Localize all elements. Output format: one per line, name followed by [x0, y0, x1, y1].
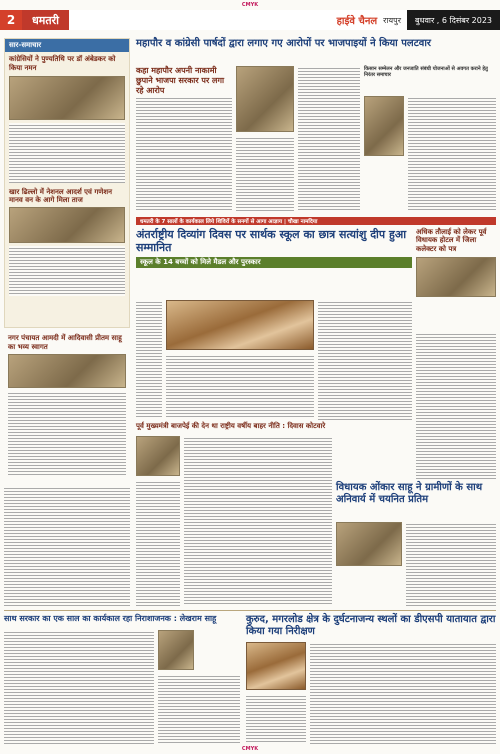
left-body-text-1 [9, 123, 125, 183]
lead-body-col-1 [136, 96, 232, 212]
award-ceremony-photo [166, 300, 314, 350]
mla-omkar-body [406, 522, 496, 606]
lekhram-photo [158, 630, 194, 670]
left-photo-2 [9, 207, 125, 243]
news-brief-header: सार-समाचार [5, 39, 129, 52]
news-strip: धमतरी के 7 सालों के कार्यकाल लिये शिविरों के सनगों से आगा आज्ञाय | चौखा नामदिया [136, 217, 496, 225]
left-lower-body [4, 486, 130, 606]
left-headline-3: नगर पंचायत आमदी में आदिवासी प्रीतम साहू का भव्य स्वागत [8, 334, 122, 351]
disability-day-body-2 [318, 300, 412, 420]
dsp-inspection-photo [246, 642, 306, 690]
left-photo-1 [9, 76, 125, 120]
lead-headline: महापौर व कांग्रेसी पार्षदों द्वारा लगाए गए आरोपों पर भाजपाइयों ने किया पलटवार [136, 38, 431, 49]
lekhram-story [4, 614, 240, 744]
dsp-inspection-body-2 [246, 694, 306, 744]
lead-right-subheadline: किसान सम्मेलन और जनजाति संबंधी योजनाओं से अवगत कराने हेतु निरंतर समाचार [364, 66, 488, 79]
collector-letter-story [416, 228, 496, 328]
mla-omkar-photo [336, 522, 402, 566]
dsp-inspection-body [310, 642, 496, 744]
lekhram-body-2 [158, 674, 240, 744]
left-photo-3 [8, 354, 126, 388]
print-registration-mark-top: CMYK [241, 2, 259, 8]
left-body-text-3 [8, 391, 126, 475]
left-headline-2: खार ढिल्लो में नेशनल आदर्श एवं गणेशन मानव वन के आगे मिला ताज [9, 187, 112, 205]
left-body-text-2 [9, 246, 125, 296]
dsp-inspection-story [246, 614, 496, 744]
dsp-inspection-headline: कुरुद, मगरलोड क्षेत्र के दुर्घटनाजन्य स्थलों का डीएसपी यातायात द्वारा किया गया निरीक्षण [246, 614, 496, 637]
disability-day-body-3 [166, 354, 314, 418]
edition-date: बुधवार , 6 दिसंबर 2023 [407, 10, 500, 30]
collector-letter-headline: अधिक तौलाई को लेकर पूर्व विधायक होटल में जिला कलेक्टर को पत्र [416, 228, 487, 253]
mla-omkar-story [336, 482, 496, 606]
disability-day-story [136, 228, 412, 298]
bajpai-body-2 [136, 480, 180, 606]
collector-letter-body [416, 332, 496, 480]
lead-story [136, 66, 496, 214]
mla-omkar-headline: विधायक ओंकार साहू ने ग्रामीणों के साथ अनिवार्य में चयनित प्रतिम [336, 482, 483, 505]
page-number: 2 [0, 10, 22, 30]
bajpai-story [136, 422, 332, 606]
newspaper-brand: हाईवे चैनल [336, 16, 378, 27]
lekhram-body [4, 630, 154, 744]
left-news-column [4, 38, 130, 328]
masthead [0, 10, 500, 30]
left-headline-1: कांग्रेसियों ने पुण्यतिथि पर डॉ अंबेडकर को किया नमन [9, 55, 116, 72]
lead-photo-left [236, 66, 294, 132]
masthead-right [337, 10, 500, 30]
lead-body-col-2 [236, 136, 294, 212]
lead-body-col-4 [408, 96, 496, 212]
disability-day-body [136, 300, 162, 418]
lead-subheadline: कहा महापौर अपनी नाकामी छुपाने भाजपा सरकार पर लगा रहे आरोप [136, 66, 225, 95]
bajpai-photo [136, 436, 180, 476]
collector-letter-photo [416, 257, 496, 297]
lead-body-col-3 [298, 66, 360, 212]
print-registration-mark-bottom: CMYK [241, 746, 259, 752]
lead-photo-portraits [364, 96, 404, 156]
section-title: धमतरी [22, 10, 69, 30]
disability-day-headline: अंतर्राष्ट्रीय दिव्यांग दिवस पर सार्थक स्कूल का छात्र सत्यांशु दीप हुआ सम्मानित [136, 228, 407, 255]
bajpai-headline: पूर्व मुख्यमंत्री बाजपेई की देन था राष्ट्रीय वर्षीय बाहर नीति : दिवास कोटवारे [136, 422, 326, 430]
bajpai-body [184, 436, 332, 606]
lekhram-headline: साथ सरकार का एक साल का कार्यकाल रहा निराशाजनक : लेखराम साहू [4, 614, 217, 623]
edition-city: रायपुर [383, 15, 401, 25]
left-column-lower [4, 332, 130, 482]
horizontal-rule [4, 610, 496, 611]
disability-day-strip: स्कूल के 14 बच्चों को मिले मैडल और पुरस्कार [136, 257, 412, 268]
